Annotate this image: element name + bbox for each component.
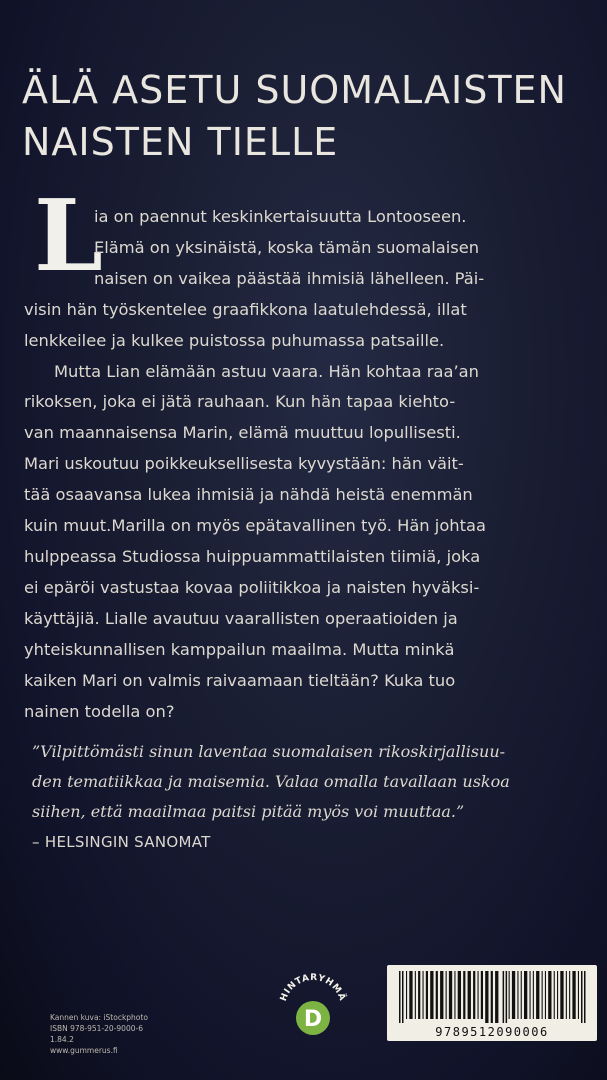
barcode-bar bbox=[458, 971, 461, 1019]
barcode-bar bbox=[440, 971, 443, 1019]
quote-line: den tematiikkaa ja maisemia. Valaa omalla tavallaan uskoa bbox=[32, 772, 510, 791]
barcode-bar bbox=[436, 971, 438, 1019]
barcode-bar bbox=[557, 971, 558, 1019]
barcode-bar bbox=[548, 971, 551, 1019]
headline-line-2: NAISTEN TIELLE bbox=[22, 120, 339, 164]
blurb-line: lenkkeilee ja kulkee puistossa puhumassa patsaille. bbox=[24, 330, 445, 350]
barcode-bar bbox=[584, 971, 586, 1023]
barcode-bar bbox=[418, 971, 420, 1019]
blurb-line: nainen todella on? bbox=[24, 701, 175, 721]
barcode-bar bbox=[517, 971, 518, 1019]
isbn-line: ISBN 978-951-20-9000-6 bbox=[50, 1024, 143, 1033]
barcode-bar bbox=[406, 971, 407, 1019]
barcode-bar bbox=[560, 971, 563, 1019]
blurb-line: kuin muut.Marilla on myös epätavallinen työ. Hän johtaa bbox=[24, 516, 486, 536]
drop-cap: L bbox=[34, 179, 103, 294]
publisher-credits bbox=[50, 1012, 148, 1056]
barcode-bar bbox=[399, 971, 401, 1023]
barcode-bar bbox=[581, 971, 583, 1023]
barcode-number: 9789512090006 bbox=[435, 1025, 549, 1039]
barcode-bar bbox=[545, 971, 546, 1019]
blurb-line: rikoksen, joka ei jätä rauhaan. Kun hän tapaa kiehto- bbox=[24, 392, 456, 412]
barcode-bars bbox=[395, 971, 589, 1023]
barcode-bar bbox=[454, 971, 455, 1019]
blurb-line: kaiken Mari on valmis raivaamaan tieltään? Kuka tuo bbox=[24, 670, 456, 690]
barcode-bar bbox=[530, 971, 531, 1019]
review-quote bbox=[32, 737, 592, 857]
barcode-bar bbox=[463, 971, 465, 1019]
blurb-text bbox=[24, 202, 584, 727]
barcode-bar bbox=[578, 971, 579, 1019]
barcode-bar bbox=[478, 971, 479, 1019]
barcode-bar bbox=[449, 971, 452, 1019]
barcode-bar bbox=[566, 971, 567, 1019]
barcode-bar bbox=[524, 971, 527, 1019]
barcode-bar bbox=[506, 971, 508, 1023]
barcode-bar bbox=[468, 971, 471, 1019]
blurb-line: ia on paennut keskinkertaisuutta Lontooseen. bbox=[94, 207, 467, 226]
blurb-line: Mutta Lian elämään astuu vaara. Hän kohtaa raa’an bbox=[54, 361, 479, 381]
quote-line: ”Vilpittömästi sinun laventaa suomalaisen rikoskirjallisuu- bbox=[32, 742, 506, 761]
credit-line: 1.84.2 bbox=[50, 1035, 74, 1044]
barcode-bar bbox=[409, 971, 412, 1019]
barcode-bar bbox=[509, 971, 510, 1019]
barcode-bar bbox=[572, 971, 575, 1019]
barcode-bar bbox=[402, 971, 404, 1023]
blurb-line: tää osaavansa lukea ihmisiä ja nähdä heistä enemmän bbox=[24, 485, 473, 505]
blurb-line: hulppeassa Studiossa huippuammattilaisten tiimiä, joka bbox=[24, 546, 481, 566]
blurb-line: naisen on vaikea päästää ihmisiä lähelleen. Päi- bbox=[94, 268, 485, 288]
blurb-line: yhteiskunnallisen kamppailun maailma. Mutta minkä bbox=[24, 639, 455, 659]
barcode-bar bbox=[521, 971, 522, 1019]
quote-line: siihen, että maailmaa paitsi pitää myös voi muuttaa.” bbox=[32, 802, 465, 821]
blurb-line: Mari uskoutuu poikkeuksellisesta kyvystään: hän väit- bbox=[24, 454, 464, 474]
credit-line: Kannen kuva: iStockphoto bbox=[50, 1013, 148, 1022]
barcode-bar bbox=[495, 971, 498, 1023]
barcode-bar bbox=[415, 971, 416, 1019]
barcode-bar bbox=[512, 971, 515, 1019]
barcode-bar bbox=[503, 971, 505, 1023]
headline-line-1: ÄLÄ ASETU SUOMALAISTEN bbox=[22, 68, 567, 112]
barcode-bar bbox=[533, 971, 534, 1019]
barcode-bar bbox=[542, 971, 543, 1019]
barcode-bar bbox=[426, 971, 428, 1019]
badge-letter: D bbox=[303, 1007, 323, 1032]
quote-source: – HELSINGIN SANOMAT bbox=[32, 833, 211, 851]
blurb-line: käyttäjiä. Lialle avautuu vaarallisten operaatioiden ja bbox=[24, 608, 458, 628]
barcode-bar bbox=[446, 971, 447, 1019]
barcode-bar bbox=[569, 971, 570, 1019]
barcode-bar bbox=[536, 971, 539, 1019]
barcode-bar bbox=[473, 971, 475, 1019]
barcode-bar bbox=[481, 971, 483, 1019]
barcode-bar bbox=[430, 971, 433, 1019]
blurb-line: ei epäröi vastustaa kovaa poliitikkoa ja naisten hyväksi- bbox=[24, 577, 480, 597]
barcode-bar bbox=[554, 971, 555, 1019]
barcode-bar bbox=[491, 971, 493, 1023]
blurb-line: visin hän työskentelee graafikkona laatulehdessä, illat bbox=[24, 299, 467, 319]
price-group-badge-icon bbox=[273, 968, 353, 1048]
blurb-line: Elämä on yksinäistä, koska tämän suomalaisen bbox=[94, 237, 480, 257]
book-headline bbox=[22, 64, 597, 168]
price-group-badge bbox=[273, 968, 353, 1048]
barcode-bar bbox=[485, 971, 488, 1023]
publisher-url: www.gummerus.fi bbox=[50, 1046, 118, 1055]
badge-arc-text: HINTARYHMÄ bbox=[278, 972, 348, 1003]
isbn-barcode bbox=[387, 965, 597, 1041]
barcode-bar bbox=[423, 971, 424, 1019]
blurb-line: van maannaisensa Marin, elämä muuttuu lopullisesti. bbox=[24, 423, 461, 443]
